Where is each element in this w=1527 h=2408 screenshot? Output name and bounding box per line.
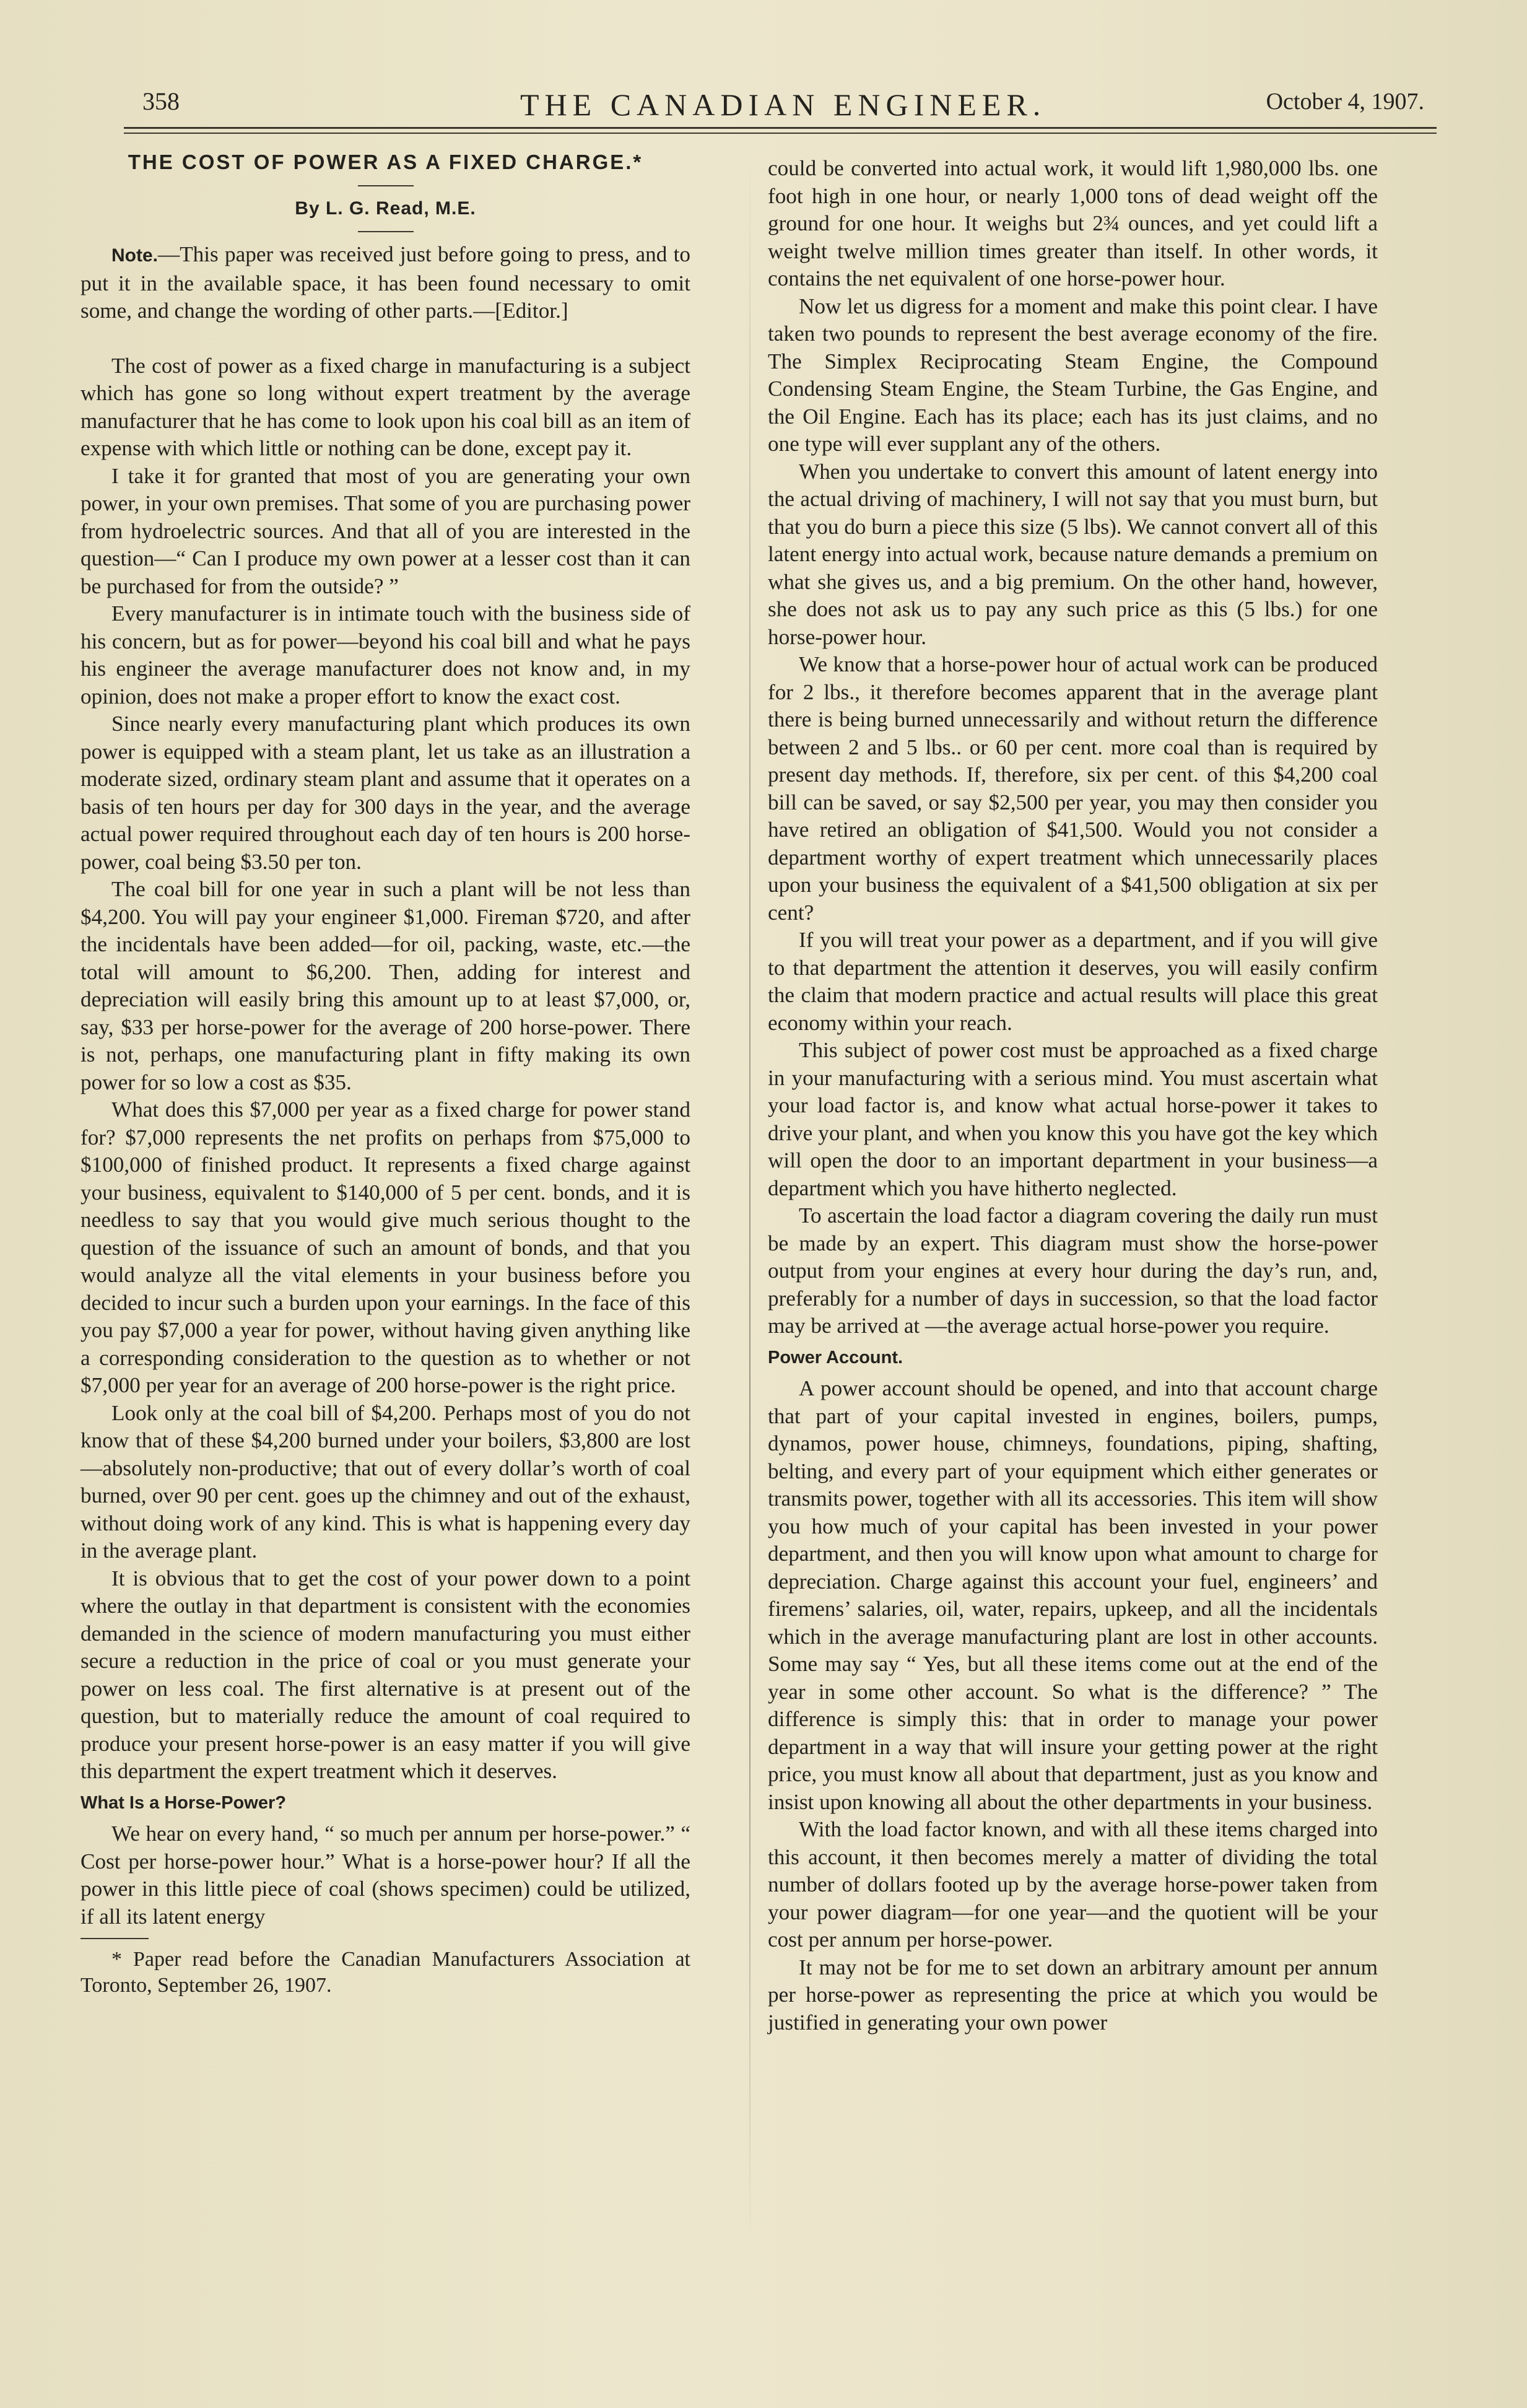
paragraph: With the load factor known, and with all these items charged into this account, it then becomes merely a matter of dividing the total number of dollars footed up by the average horse-power taken from your power diagram—for one year—and the quotient will be your cost per annum per horse-power. bbox=[768, 1817, 1378, 1952]
paragraph: This subject of power cost must be approached as a fixed charge in your manufacturing with a serious mind. You must ascertain what your load factor is, and know what actual horse-power it takes to drive your plant, and when you know this you have got the key which will open the door to an important department in your business—a department which you have hitherto neglected. bbox=[768, 1038, 1378, 1200]
title-rule bbox=[358, 185, 414, 186]
editor-note bbox=[80, 241, 690, 325]
paragraph-continuation: could be converted into actual work, it would lift 1,980,000 lbs. one foot high in one hour, or nearly 1,000 tons of dead weight off the ground for one hour. It weighs but 2¾ ounces, and yet could lift a weight twelve million times greater than itself. In other words, it contains the net equivalent of one horse-power hour. bbox=[768, 156, 1378, 290]
paragraph: The coal bill for one year in such a plant will be not less than $4,200. You will pay your engineer $1,000. Fireman $720, and after the incidentals have been added—for oil, packing, waste, etc.—the total will amount to $6,200. Then, adding for interest and depreciation will easily bring this amount up to at least $7,000, or, say, $33 per horse-power for the average of 200 horse-power. There is not, perhaps, one manufacturing plant in fifty making its own power for so low a cost as $35. bbox=[80, 877, 690, 1094]
paragraph: Since nearly every manufacturing plant which produces its own power is equipped with a steam plant, let us take as an illustration a moderate sized, ordinary steam plant and assume that it operates on a basis of ten hours per day for 300 days in the year, and the average actual power required throughout each day of ten hours is 200 horse-power, coal being $3.50 per ton. bbox=[80, 712, 690, 874]
paragraph: Look only at the coal bill of $4,200. Perhaps most of you do not know that of these $4,200 burned under your boilers, $3,800 are lost—absolutely non-productive; that out of every dollar’s worth of coal burned, over 90 per cent. goes up the chimney and out of the exhaust, without doing work of any kind. This is what is happening every day in the average plant. bbox=[80, 1400, 690, 1563]
header-rule-thin bbox=[124, 133, 1437, 134]
paragraph: A power account should be opened, and into that account charge that part of your capital invested in engines, boilers, pumps, dynamos, power house, chimneys, foundations, piping, shafting, belting, and every part of your equipment which either generates or transmits power, together with all its accessories. This item will show you how much of your capital has been invested in your power department, and then you will know upon what amount to charge for depreciation. Charge against this account your fuel, engineers’ and firemens’ salaries, oil, water, repairs, upkeep, and all the incidentals which in the average manufacturing plant are lost in other accounts. Some may say “ Yes, but all these items come out at the end of the year in some other account. So what is the difference? ” The difference is simply this: that in order to manage your power department in a way that will insure your getting power at the right price, you must know all about that department, just as you know and insist upon knowing all about the other departments in your business. bbox=[768, 1376, 1378, 1814]
paragraph: It may not be for me to set down an arbitrary amount per annum per horse-power as representing the price at which you would be justified in generating your own power bbox=[768, 1955, 1378, 2035]
section-heading-power-account: Power Account. bbox=[768, 1347, 903, 1368]
paragraph: The cost of power as a fixed charge in manufacturing is a subject which has gone so long without expert treatment by the average manufacturer that he has come to look upon his coal bill as an item of expense with which little or nothing can be done, except pay it. bbox=[80, 353, 690, 460]
column-divider bbox=[749, 155, 750, 2242]
paragraph: When you undertake to convert this amount of latent energy into the actual driving of machinery, I will not say that you must burn, but that you do burn a piece this size (5 lbs). We cannot convert all of this latent energy into actual work, because nature demands a premium on what she gives us, and a big premium. On the other hand, however, she does not ask us to pay any such price as this (5 lbs.) for one horse-power hour. bbox=[768, 459, 1378, 649]
issue-date: October 4, 1907. bbox=[1266, 89, 1424, 115]
byline-rule bbox=[358, 231, 414, 232]
footnote: * Paper read before the Canadian Manufacturers Association at Toronto, September 26, 1907. bbox=[80, 1948, 690, 1997]
note-text: —This paper was received just before going to press, and to put it in the available space, it has been found necessary to omit some, and change the wording of other parts.—[Editor.] bbox=[80, 242, 690, 323]
article-title: THE COST OF POWER AS A FIXED CHARGE.* bbox=[128, 150, 643, 173]
paragraph: Now let us digress for a moment and make this point clear. I have taken two pounds to represent the best average economy of the fire. The Simplex Reciprocating Steam Engine, the Compound Condensing Steam Engine, the Steam Turbine, the Gas Engine, and the Oil Engine. Each has its place; each has its just claims, and no one type will ever supplant any of the others. bbox=[768, 294, 1378, 456]
journal-title: THE CANADIAN ENGINEER. bbox=[520, 87, 1046, 122]
paragraph: Every manufacturer is in intimate touch with the business side of his concern, but as for power—beyond his coal bill and what he pays his engineer the average manufacturer does not know and, in my opinion, does not make a proper effort to know the exact cost. bbox=[80, 601, 690, 709]
paragraph: We know that a horse-power hour of actual work can be produced for 2 lbs., it therefore becomes apparent that in the average plant there is being burned unnecessarily and without return the difference between 2 and 5 lbs.. or 60 per cent. more coal than is required by present day methods. If, therefore, six per cent. of this $4,200 coal bill can be saved, or say $2,500 per year, you may then consider you have retired an obligation of $41,500. Would you not consider a department worthy of expert treatment which unnecessarily places upon your business the equivalent of a $41,500 obligation at six per cent? bbox=[768, 652, 1378, 925]
page-header bbox=[124, 87, 1437, 124]
paragraph: We hear on every hand, “ so much per annum per horse-power.” “ Cost per horse-power hour.” What is a horse-power hour? If all the power in this little piece of coal (shows specimen) could be utilized, if all its latent energy bbox=[80, 1821, 690, 1929]
header-rule bbox=[124, 127, 1437, 129]
note-label: Note. bbox=[111, 245, 158, 266]
page-number: 358 bbox=[142, 87, 180, 115]
paragraph: What does this $7,000 per year as a fixed charge for power stand for? $7,000 represents the net profits on perhaps from $75,000 to $100,000 of finished product. It represents a fixed charge against your business, equivalent to $140,000 of 5 per cent. bonds, and it is needless to say that you would give much serious thought to the question of the issuance of such an amount of bonds, and that you would analyze all the vital elements in your business before you decided to incur such a burden upon your earnings. In the face of this you pay $7,000 a year for power, without having given anything like a corresponding consideration to the question as to whether or not $7,000 per year for an average of 200 horse-power is the right price. bbox=[80, 1097, 690, 1397]
footnote-rule bbox=[80, 1938, 149, 1939]
paragraph: To ascertain the load factor a diagram covering the daily run must be made by an expert. This diagram must show the horse-power output from your engines at every hour during the day’s run, and, preferably for a number of days in succession, so that the load factor may be arrived at —the average actual horse-power you require. bbox=[768, 1203, 1378, 1338]
paragraph: If you will treat your power as a department, and if you will give to that department the attention it deserves, you will easily confirm the claim that modern practice and actual results will place this great economy within your reach. bbox=[768, 928, 1378, 1035]
spacer bbox=[80, 325, 690, 352]
paragraph: It is obvious that to get the cost of your power down to a point where the outlay in that department is consistent with the economies demanded in the science of modern manufacturing you must either secure a reduction in the price of coal or you must generate your power on less coal. The first alternative is at present out of the question, but to materially reduce the amount of coal required to produce your present horse-power is an easy matter if you will give this department the expert treatment which it deserves. bbox=[80, 1566, 690, 1783]
left-column bbox=[80, 149, 690, 1999]
right-column bbox=[768, 155, 1378, 2036]
section-heading-horse-power: What Is a Horse-Power? bbox=[80, 1792, 286, 1813]
article-byline: By L. G. Read, M.E. bbox=[295, 198, 476, 219]
paragraph: I take it for granted that most of you are generating your own power, in your own premises. That some of you are purchasing power from hydroelectric sources. And that all of you are interested in the question—“ Can I produce my own power at a lesser cost than it can be purchased for from the outside? ” bbox=[80, 463, 690, 598]
